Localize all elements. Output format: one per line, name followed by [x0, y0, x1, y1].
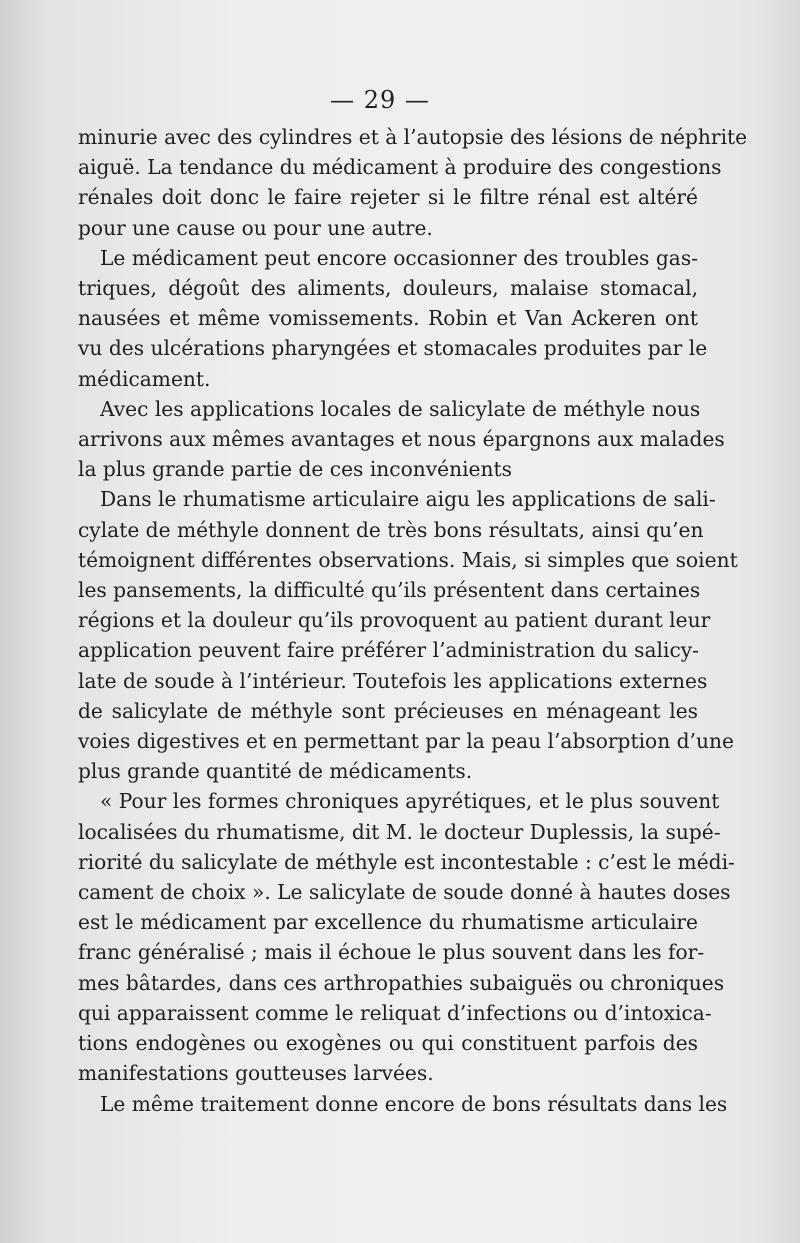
text-line: late de soude à l’intérieur. Toutefois les applications externes	[78, 668, 708, 693]
page-number: — 29 —	[330, 86, 430, 114]
text-line: vu des ulcérations pharyngées et stomacales produites par le	[78, 336, 708, 361]
text-line: manifestations goutteuses larvées.	[78, 1061, 434, 1086]
body-text	[78, 122, 748, 1119]
text-line: cylate de méthyle donnent de très bons résultats, ainsi qu’en	[78, 517, 704, 542]
text-line: application peuvent faire préférer l’administration du salicy-	[78, 638, 699, 663]
text-line: minurie avec des cylindres et à l’autopsie des lésions de néphrite	[78, 125, 748, 149]
text-line: triques, dégoût des aliments, douleurs, malaise stomacal,	[78, 276, 698, 301]
text-line: mes bâtardes, dans ces arthropathies subaiguës ou chroniques	[78, 970, 725, 995]
text-line: nausées et même vomissements. Robin et Van Ackeren ont	[78, 306, 698, 331]
text-line: riorité du salicylate de méthyle est incontestable : c’est le médi-	[78, 849, 735, 874]
text-line: la plus grande partie de ces inconvénients	[78, 457, 512, 482]
text-line: voies digestives et en permettant par la peau l’absorption d’une	[78, 729, 734, 754]
text-line: Le même traitement donne encore de bons résultats dans les	[100, 1091, 728, 1116]
text-line: Avec les applications locales de salicylate de méthyle nous	[100, 396, 701, 421]
text-line: qui apparaissent comme le reliquat d’infections ou d’intoxica-	[78, 1000, 712, 1025]
text-line: franc généralisé ; mais il échoue le plus souvent dans les for-	[78, 940, 705, 965]
text-line: de salicylate de méthyle sont précieuses en ménageant les	[78, 698, 698, 723]
text-line: « Pour les formes chroniques apyrétiques, et le plus souvent	[100, 789, 720, 814]
text-line: médicament.	[78, 366, 211, 391]
text-line: Dans le rhumatisme articulaire aigu les applications de sali-	[100, 487, 716, 512]
text-line: cament de choix ». Le salicylate de soude donné à hautes doses	[78, 880, 731, 905]
text-line: plus grande quantité de médicaments.	[78, 759, 473, 784]
text-line: témoignent différentes observations. Mais, si simples que soient	[78, 547, 738, 572]
text-line: régions et la douleur qu’ils provoquent au patient durant leur	[78, 608, 711, 633]
text-line: Le médicament peut encore occasionner des troubles gas-	[100, 245, 698, 270]
text-line: est le médicament par excellence du rhumatisme articulaire	[78, 910, 698, 935]
text-line: aiguë. La tendance du médicament à produire des congestions	[78, 155, 722, 180]
text-line: rénales doit donc le faire rejeter si le filtre rénal est altéré	[78, 185, 698, 210]
text-line: localisées du rhumatisme, dit M. le docteur Duplessis, la supé-	[78, 819, 721, 844]
text-line: arrivons aux mêmes avantages et nous épargnons aux malades	[78, 427, 725, 452]
text-line: tions endogènes ou exogènes ou qui constituent parfois des	[78, 1031, 698, 1056]
text-line: les pansements, la difficulté qu’ils présentent dans certaines	[78, 578, 701, 603]
text-line: pour une cause ou pour une autre.	[78, 215, 433, 240]
